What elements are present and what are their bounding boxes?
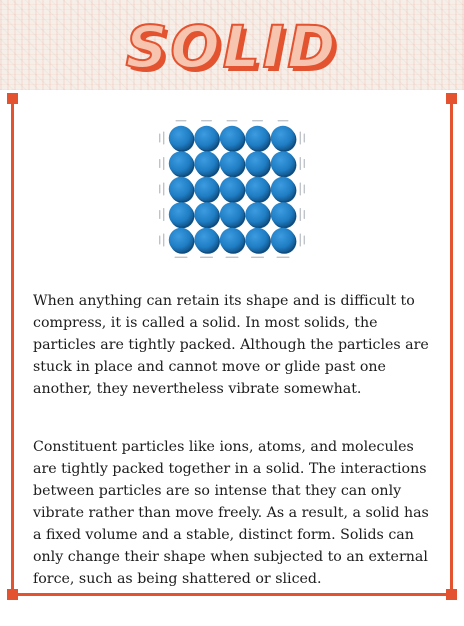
paragraph-1: When anything can retain its shape and is difficult to compress, it is called a solid. In most solids, the particles are tightly packed. Although the particles are stuck in place and cannot move or glide past one another, they nevertheless vibrate somewhat. [33,293,429,397]
particle [245,228,269,252]
particle [194,126,218,150]
description-text [33,290,433,626]
particle [245,177,269,201]
particle [169,202,193,226]
particle [169,126,193,150]
particle [194,177,218,201]
particle [245,202,269,226]
particle [220,126,244,150]
particle [245,151,269,175]
particle [220,151,244,175]
particle [245,126,269,150]
particle [194,228,218,252]
particle [194,151,218,175]
particle [271,126,295,150]
particle [271,177,295,201]
particle [271,151,295,175]
particle [169,151,193,175]
particle [194,202,218,226]
frame-corner-bottom-right [446,589,457,600]
solid-particles-icon [156,118,308,258]
frame-right-border [450,96,453,596]
particle [169,228,193,252]
particle [220,177,244,201]
particle [271,202,295,226]
frame-left-border [11,96,14,596]
frame-corner-bottom-left [7,589,18,600]
particle [271,228,295,252]
frame-corner-top-right [446,93,457,104]
page-title: SOLID [125,13,339,81]
particle [169,177,193,201]
paragraph-2: Constituent particles like ions, atoms, and molecules are tightly packed together in a solid. The interactions between particles are so intense that they can only vibrate rather than move freely. As a result, a solid has a fixed volume and a stable, distinct form. Solids can only change their shape when subjected to an external force, such as being shattered or sliced. [33,439,429,587]
particle [220,202,244,226]
particle [220,228,244,252]
frame-corner-top-left [7,93,18,104]
